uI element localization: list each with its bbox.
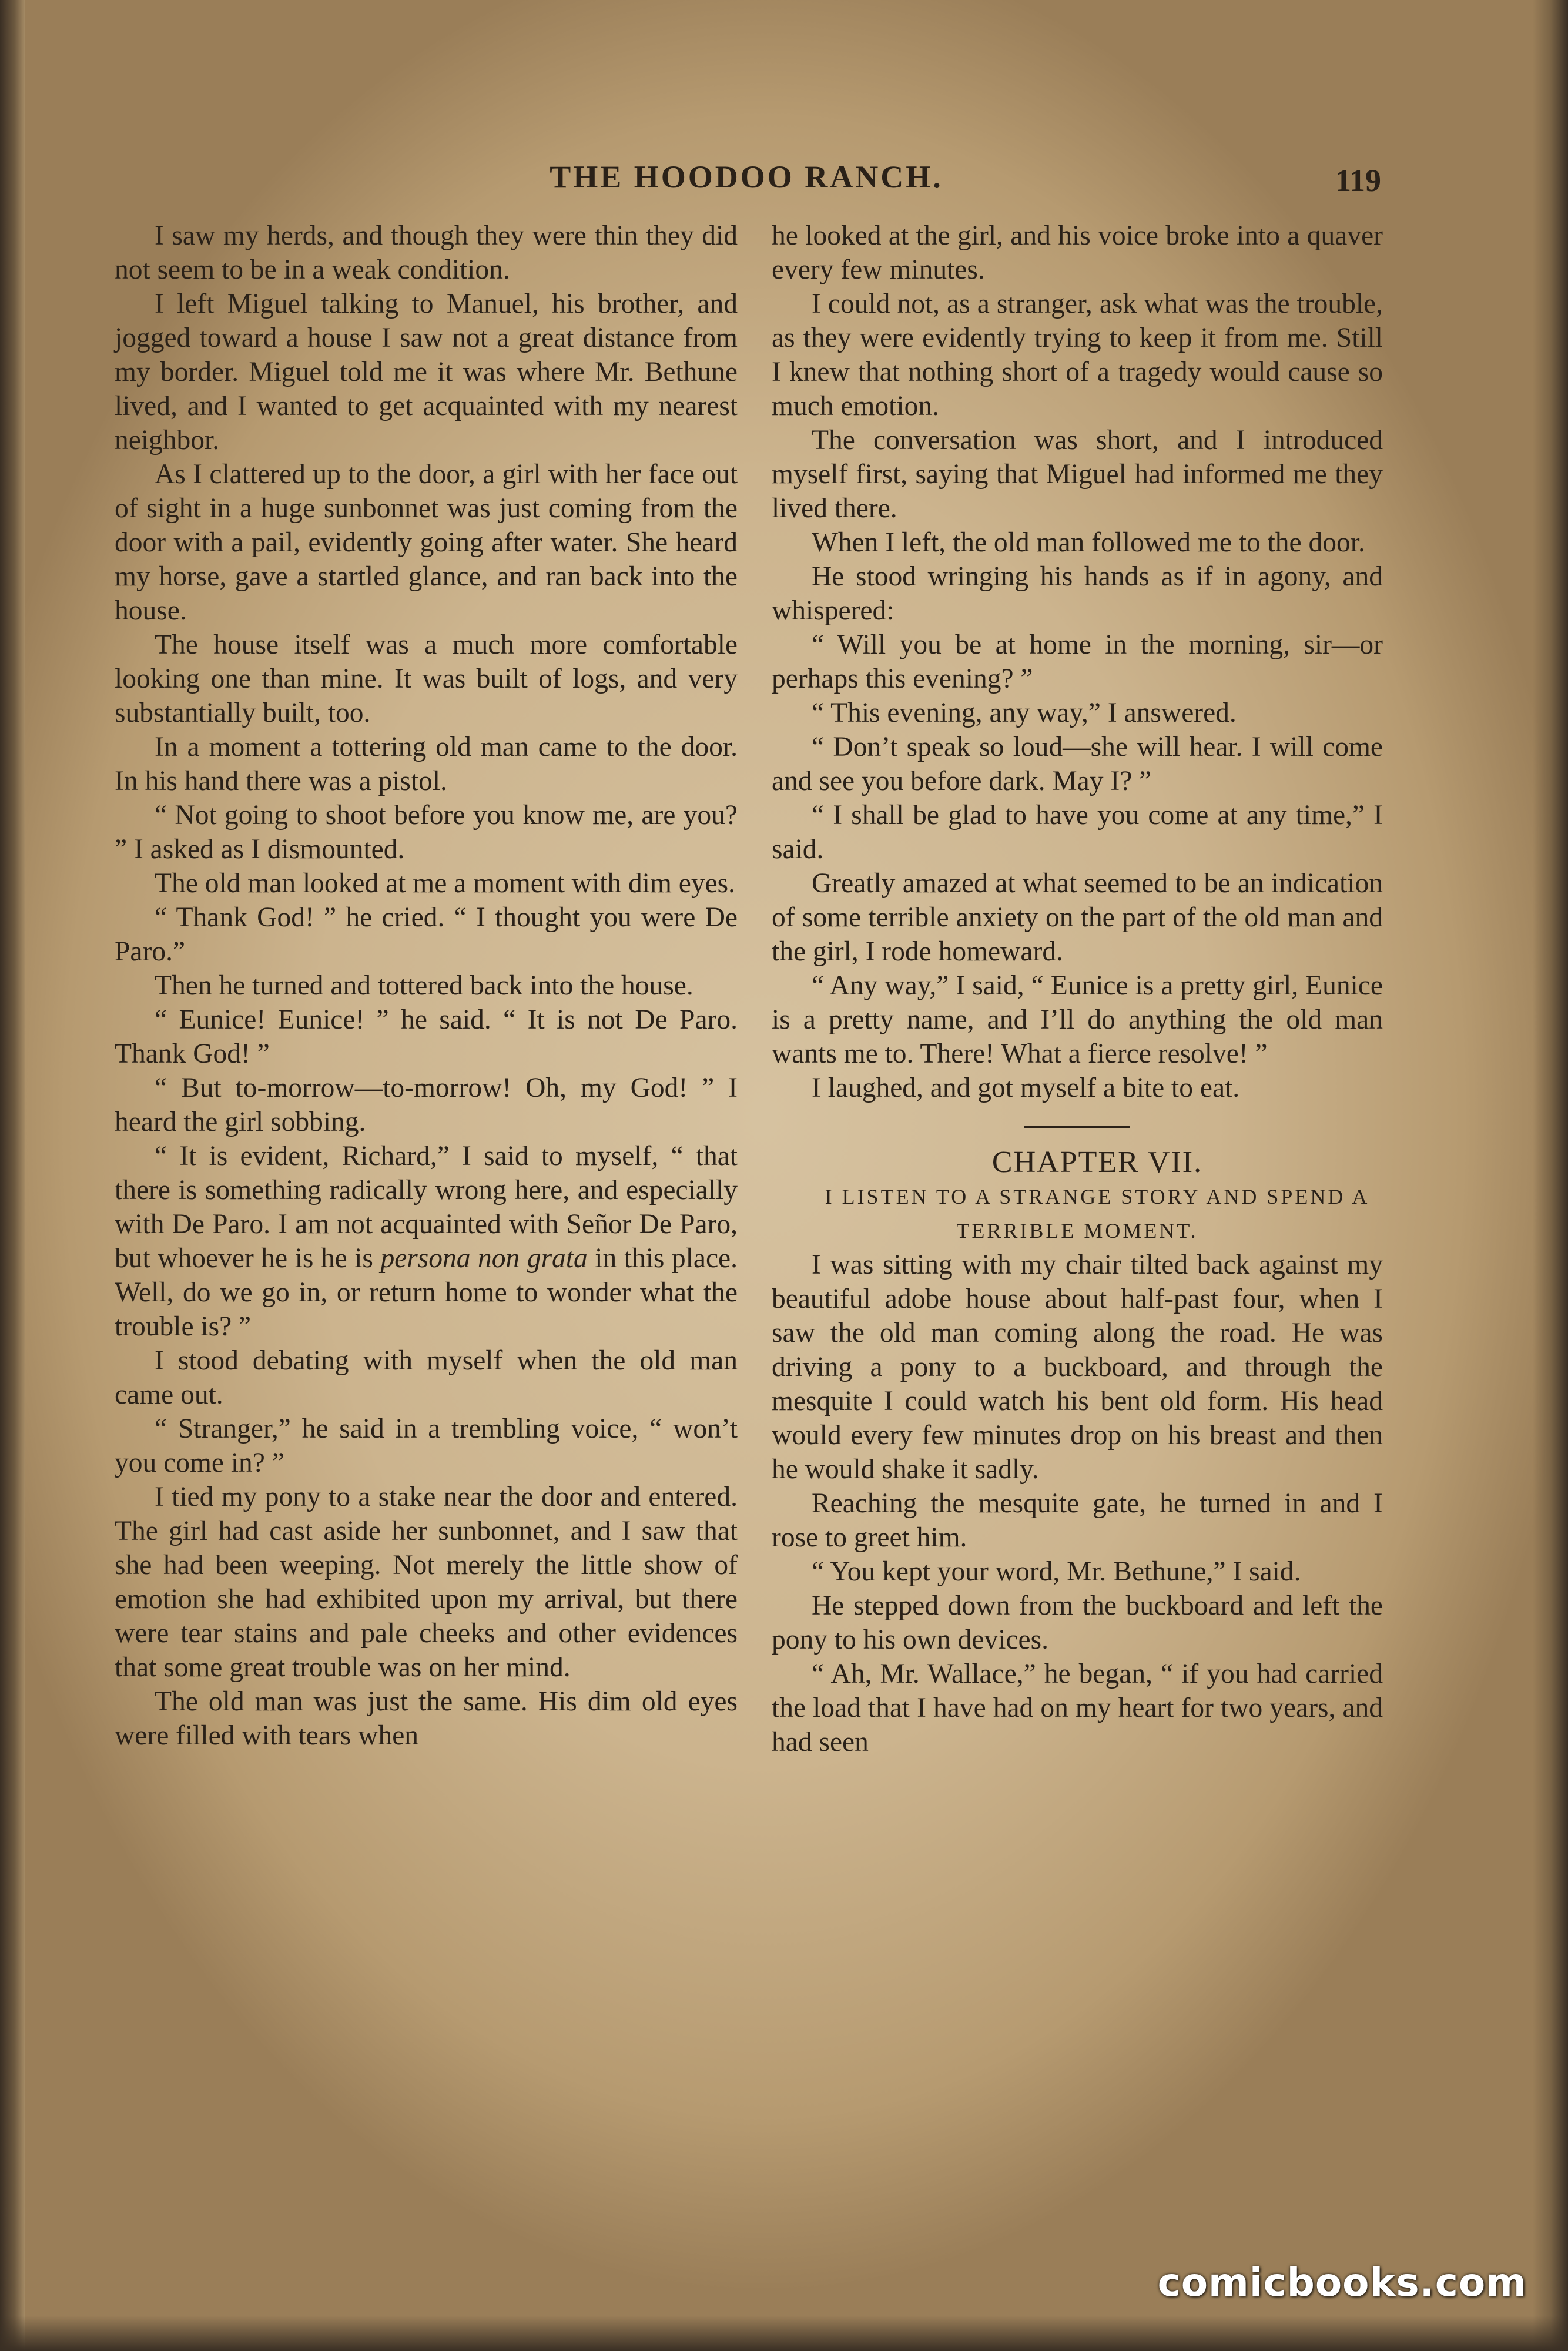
paragraph: “ Not going to shoot before you know me, are you? ” I asked as I dismounted. xyxy=(115,800,738,865)
paragraph: “ Ah, Mr. Wallace,” he began, “ if you had carried the load that I have had on my heart for two years, and had seen xyxy=(772,1659,1383,1757)
paragraph: I left Miguel talking to Manuel, his brother, and jogged toward a house I saw not a great distance from my border. Miguel told me it was where Mr. Bethune lived, and I wanted to get acquainted with my nearest neighbor. xyxy=(115,289,738,456)
paragraph: I saw my herds, and though they were thin they did not seem to be in a weak condition. xyxy=(115,220,738,285)
paragraph: “ But to-morrow—to-morrow! Oh, my God! ” I heard the girl sobbing. xyxy=(115,1073,738,1137)
paragraph: The old man looked at me a moment with dim eyes. xyxy=(155,868,736,899)
paragraph: “ Eunice! Eunice! ” he said. “ It is not De Paro. Thank God! ” xyxy=(115,1004,738,1069)
paragraph: I could not, as a stranger, ask what was the trouble, as they were evidently trying to keep it from me. Still I knew that nothing short of a tragedy would cause so much emotion. xyxy=(772,289,1383,421)
paragraph: “ Will you be at home in the morning, sir—or perhaps this evening? ” xyxy=(772,629,1383,694)
paragraph: I tied my pony to a stake near the door and entered. The girl had cast aside her sunbonnet, and I saw that she had been weeping. Not merely the little show of emotion she had exhibited upon my arrival, but there were tear stains and pale cheeks and other evidences that some great trouble was on her mind. xyxy=(115,1482,738,1683)
italic-phrase: persona non grata xyxy=(380,1243,588,1274)
chapter-title: CHAPTER VII. xyxy=(991,1146,1203,1179)
page-gutter-shadow xyxy=(0,0,25,2351)
paragraph: I was sitting with my chair tilted back against my beautiful adobe house about half-past four, when I saw the old man coming along the road. He was driving a pony to a buckboard, and through the mesquite I could watch his bent old form. His head would every few minutes drop on his breast and then he would shake it sadly. xyxy=(772,1250,1383,1485)
paragraph: As I clattered up to the door, a girl with her face out of sight in a huge sunbonnet was just coming from the door with a pail, evidently going after water. She heard my horse, gave a startled glance, and ran back into the house. xyxy=(115,459,738,626)
paragraph: “ I shall be glad to have you come at any time,” I said. xyxy=(772,800,1383,865)
paragraph: When I left, the old man followed me to the door. xyxy=(812,527,1365,558)
paragraph: I stood debating with myself when the old man came out. xyxy=(115,1345,738,1410)
paragraph-with-italic xyxy=(115,1139,738,1344)
page-bottom-shadow xyxy=(0,2316,1568,2351)
running-head: THE HOODOO RANCH. xyxy=(550,159,943,195)
paragraph-text: in this place. Well, xyxy=(115,1243,738,1308)
paragraph: “ Stranger,” he said in a trembling voice, “ won’t you come in? ” xyxy=(115,1414,738,1478)
site-watermark: comicbooks.com xyxy=(1157,2260,1527,2305)
paragraph: “ This evening, any way,” I answered. xyxy=(812,698,1237,728)
chapter-divider xyxy=(1024,1126,1130,1128)
paragraph: The old man was just the same. His dim old eyes were filled with tears when xyxy=(115,1686,738,1751)
page-edge-shadow xyxy=(1533,0,1568,2351)
paragraph-text: “ It is evident, Richard,” I said to myself, “ that there is something radically wrong here, and especially with De Paro. I am not acquainted with Señor De Paro, but whoever he is he is xyxy=(115,1141,738,1274)
right-column xyxy=(772,219,1383,1759)
chapter-subtitle: I LISTEN TO A STRANGE STORY AND SPEND A TERRIBLE MOMENT. xyxy=(825,1185,1370,1243)
paragraph: The conversation was short, and I introduced myself first, saying that Miguel had informed me they lived there. xyxy=(772,425,1383,524)
paragraph: “ You kept your word, Mr. Bethune,” I said. xyxy=(812,1556,1301,1587)
paragraph-text: do we go in, or return home to wonder what the trouble is? ” xyxy=(115,1277,738,1342)
paragraph: “ Thank God! ” he cried. “ I thought you were De Paro.” xyxy=(115,902,738,967)
left-column xyxy=(115,219,738,1753)
paragraph: He stepped down from the buckboard and left the pony to his own devices. xyxy=(772,1590,1383,1655)
paragraph: Greatly amazed at what seemed to be an indication of some terrible anxiety on the part of the old man and the girl, I rode homeward. xyxy=(772,868,1383,967)
paragraph: I laughed, and got myself a bite to eat. xyxy=(812,1073,1240,1103)
paragraph: In a moment a tottering old man came to the door. In his hand there was a pistol. xyxy=(115,732,738,796)
page-number: 119 xyxy=(1335,163,1381,198)
paragraph: The house itself was a much more comfortable looking one than mine. It was built of logs, and very substantially built, too. xyxy=(115,629,738,728)
paragraph: Reaching the mesquite gate, he turned in and I rose to greet him. xyxy=(772,1488,1383,1553)
paragraph: “ Don’t speak so loud—she will hear. I will come and see you before dark. May I? ” xyxy=(772,732,1383,796)
paragraph-continued: he looked at the girl, and his voice broke into a quaver every few minutes. xyxy=(772,220,1383,285)
paragraph: “ Any way,” I said, “ Eunice is a pretty girl, Eunice is a pretty name, and I’ll do anything the old man wants me to. There! What a fierce resolve! ” xyxy=(772,970,1383,1069)
page-header xyxy=(112,159,1381,206)
paragraph: Then he turned and tottered back into the house. xyxy=(155,970,693,1001)
paragraph: He stood wringing his hands as if in agony, and whispered: xyxy=(772,561,1383,626)
